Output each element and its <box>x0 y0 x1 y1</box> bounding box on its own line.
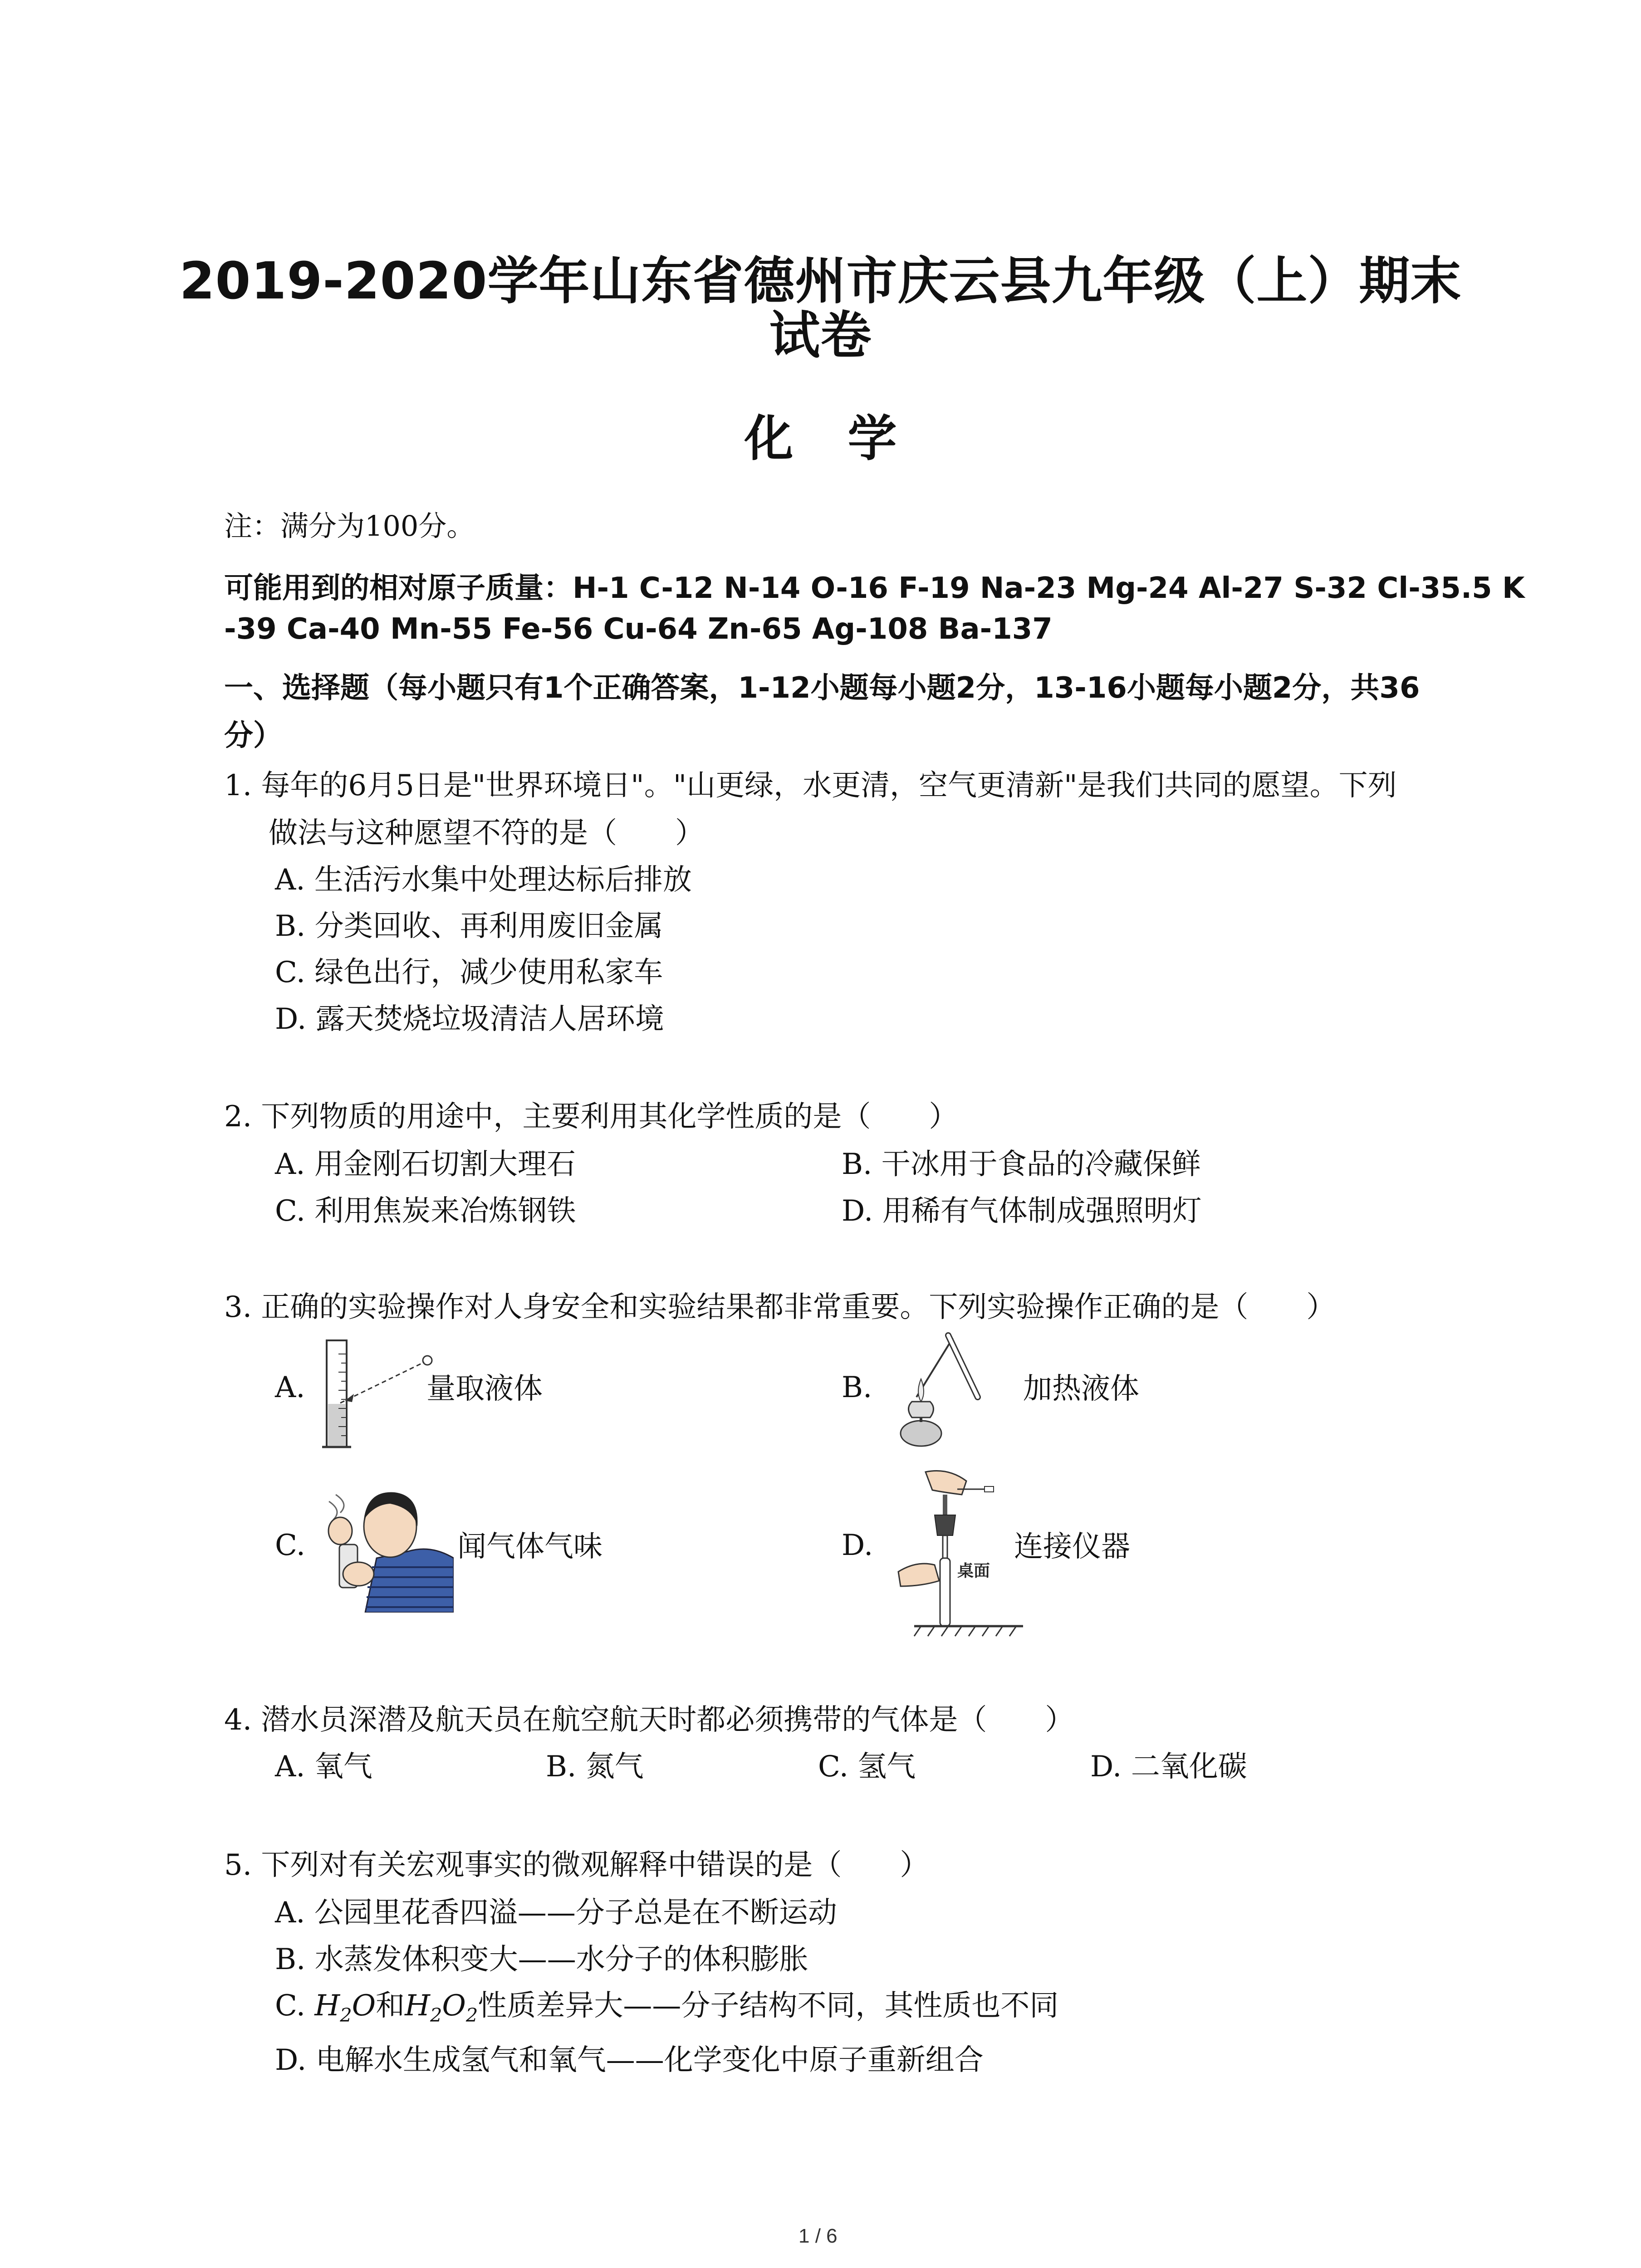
formula-h2o2: $H_2O_2$ <box>405 1989 478 2026</box>
q3-option-a-label: 量取液体 <box>426 1372 543 1406</box>
exam-title-line1: 2019-2020学年山东省德州市庆云县九年级（上）期末 <box>179 252 1462 311</box>
atomic-masses-line2: -39 Ca-40 Mn-55 Fe-56 Cu-64 Zn-65 Ag-108 Ba-137 <box>224 612 1053 646</box>
q5-option-c: C. $H_2O$和$H_2O_2$性质差异大——分子结构不同，其性质也不同 <box>275 1989 1059 2026</box>
q1-option-d: D. 露天焚烧垃圾清洁人居环境 <box>275 1002 664 1036</box>
q2-option-a: A. 用金刚石切割大理石 <box>275 1148 576 1181</box>
score-note: 注：满分为100分。 <box>224 509 475 543</box>
q3-option-b-letter: B. <box>842 1371 872 1404</box>
q3-stem: 3. 正确的实验操作对人身安全和实验结果都非常重要。下列实验操作正确的是（ ） <box>224 1290 1336 1324</box>
connecting-apparatus-figure <box>889 1467 1025 1640</box>
q3-option-a-letter: A. <box>275 1371 305 1404</box>
q5-option-d: D. 电解水生成氢气和氧气——化学变化中原子重新组合 <box>275 2043 984 2077</box>
q1-option-c: C. 绿色出行，减少使用私家车 <box>275 956 663 989</box>
formula-h2o: $H_2O$ <box>314 1989 376 2026</box>
q4-option-b: B. 氮气 <box>546 1750 644 1784</box>
q1-stem-line2: 做法与这种愿望不符的是（ ） <box>269 816 704 850</box>
q3-option-c-label: 闻气体气味 <box>457 1530 603 1564</box>
q4-stem: 4. 潜水员深潜及航天员在航空航天时都必须携带的气体是（ ） <box>224 1703 1074 1737</box>
q3-option-d-letter: D. <box>842 1529 873 1562</box>
q3-option-d-label: 连接仪器 <box>1014 1530 1130 1564</box>
q5-option-a: A. 公园里花香四溢——分子总是在不断运动 <box>275 1896 837 1930</box>
q1-option-a: A. 生活污水集中处理达标后排放 <box>275 863 692 897</box>
section-heading-line2: 分） <box>224 719 282 753</box>
q5-stem: 5. 下列对有关宏观事实的微观解释中错误的是（ ） <box>224 1848 929 1882</box>
heating-liquid-figure <box>885 1329 1007 1456</box>
graduated-cylinder-figure <box>313 1336 440 1454</box>
section-heading-line1: 一、选择题（每小题只有1个正确答案，1-12小题每小题2分，13-16小题每小题2分，共36 <box>224 671 1420 705</box>
q2-option-c: C. 利用焦炭来冶炼钢铁 <box>275 1194 576 1228</box>
desktop-label: 桌面 <box>957 1562 990 1580</box>
smelling-gas-figure <box>322 1476 454 1613</box>
atomic-masses-line1: 可能用到的相对原子质量：H-1 C-12 N-14 O-16 F-19 Na-23 Mg-24 Al-27 S-32 Cl-35.5 K <box>224 572 1525 605</box>
q3-option-c-letter: C. <box>275 1529 306 1562</box>
q2-stem: 2. 下列物质的用途中，主要利用其化学性质的是（ ） <box>224 1100 958 1134</box>
q2-option-d: D. 用稀有气体制成强照明灯 <box>842 1194 1202 1228</box>
q4-option-a: A. 氧气 <box>275 1750 372 1784</box>
q1-stem-line1: 1. 每年的6月5日是"世界环境日"。"山更绿，水更清，空气更清新"是我们共同的愿望。下列 <box>224 769 1397 802</box>
subject-heading: 化学 <box>744 411 951 467</box>
q5-option-b: B. 水蒸发体积变大——水分子的体积膨胀 <box>275 1943 808 1976</box>
q2-option-b: B. 干冰用于食品的冷藏保鲜 <box>842 1148 1201 1181</box>
q4-option-d: D. 二氧化碳 <box>1090 1750 1247 1784</box>
q1-option-b: B. 分类回收、再利用废旧金属 <box>275 909 663 943</box>
page-number: 1 / 6 <box>798 2225 838 2247</box>
q3-option-b-label: 加热液体 <box>1023 1372 1139 1406</box>
q4-option-c: C. 氢气 <box>818 1750 916 1784</box>
exam-title-line2: 试卷 <box>769 306 872 365</box>
